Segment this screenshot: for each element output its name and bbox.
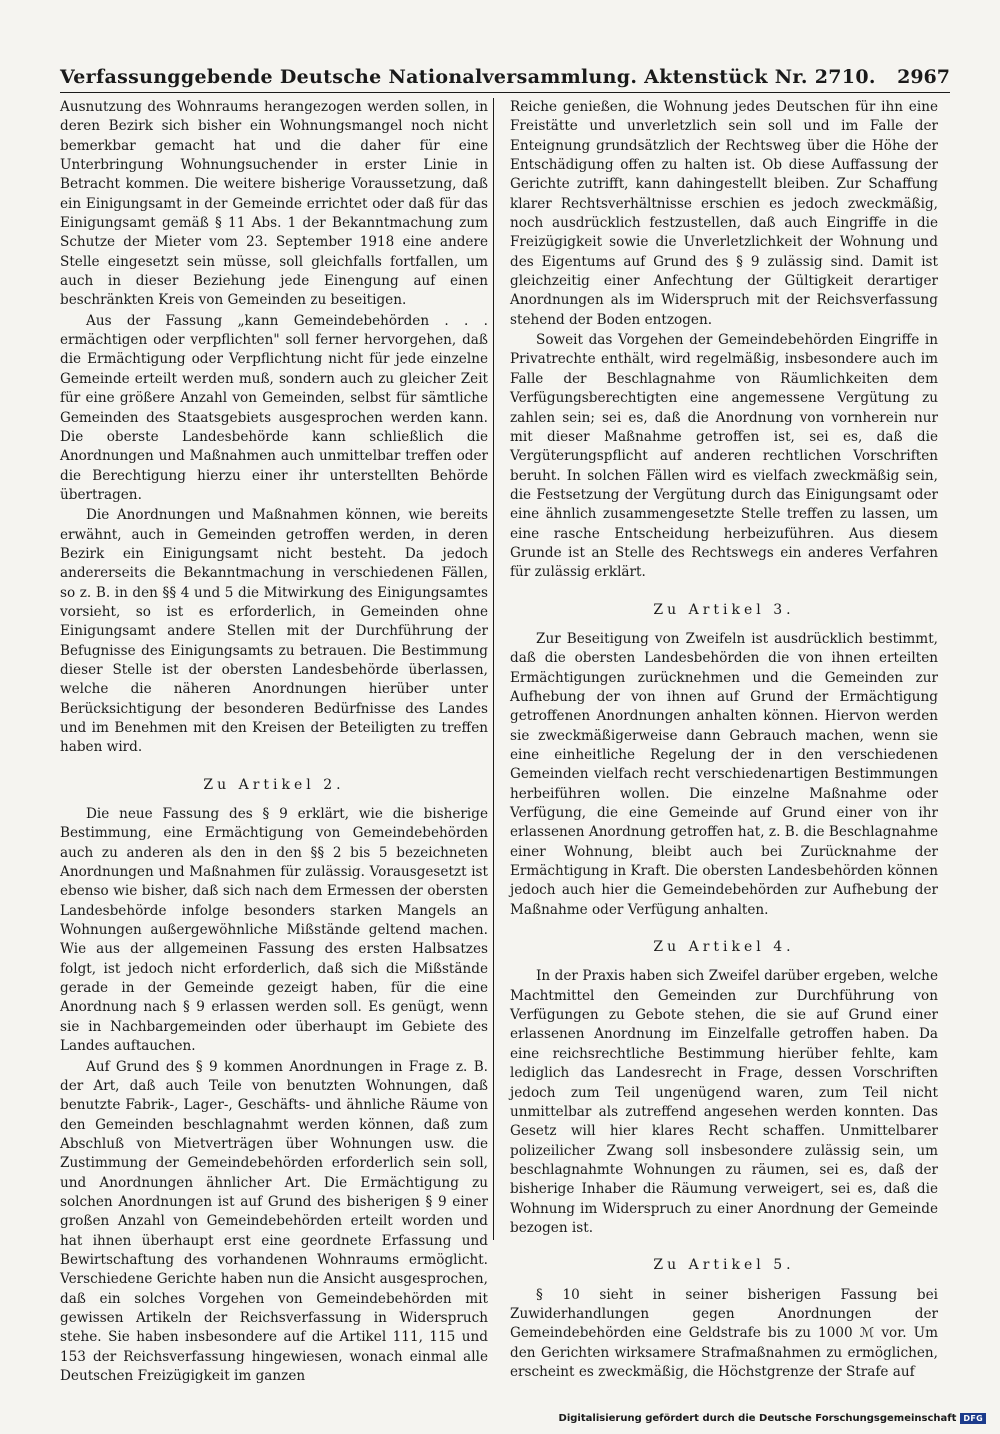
column-divider: [493, 98, 494, 1240]
right-column: [510, 98, 938, 1382]
paragraph: Die Anordnungen und Maßnahmen können, wie bereits erwähnt, auch in Gemeinden getroffen werden, in deren Bezirk ein Einigungsamt nicht besteht. Da jedoch andererseits die Bekanntmachung in verschiedenen Fällen, so z. B. in den §§ 4 und 5 die Mitwirkung des Einigungsamtes vorsieht, so ist es erforderlich, in Gemeinden ohne Einigungsamt andere Stellen mit der Durchführung der Befugnisse des Einigungsamts zu betrauen. Die Bestimmung dieser Stelle ist der obersten Landesbehörde überlassen, welche die näheren Anordnungen hierüber unter Berücksichtigung der besonderen Bedürfnisse des Landes und im Benehmen mit den Kreisen der Beteiligten zu treffen haben wird.: [60, 507, 488, 756]
section-heading: Zu Artikel 2.: [203, 776, 345, 793]
header-title: Verfassunggebende Deutsche Nationalversammlung. Aktenstück Nr. 2710.: [60, 66, 876, 88]
footer-text: Digitalisierung gefördert durch die Deutsche Forschungsgemeinschaft: [558, 1413, 957, 1424]
paragraph: Aus der Fassung „kann Gemeindebehörden . . . ermächtigen oder verpflichten" soll ferner hervorgehen, daß die Ermächtigung oder Verpflichtung nicht für jede einzelne Gemeinde erteilt werden muß, sondern auch zu gleicher Zeit für eine größere Anzahl von Gemeinden, selbst für sämtliche Gemeinden des Staatsgebiets ausgesprochen werden kann. Die oberste Landesbehörde kann schließlich die Anordnungen und Maßnahmen auch unmittelbar treffen oder die Berechtigung hierzu einer ihr unterstellten Behörde übertragen.: [60, 312, 488, 503]
page-header: [60, 54, 950, 93]
paragraph: Zur Beseitigung von Zweifeln ist ausdrücklich bestimmt, daß die obersten Landesbehörden die von ihnen erteilten Ermächtigungen zurücknehmen und die Gemeinden zur Aufhebung der von ihnen auf Grund der Ermächtigung getroffenen Anordnungen anhalten können. Hiervon werden sie zweckmäßigerweise dann Gebrauch machen, wenn sie eine einheitliche Regelung der in den verschiedenen Gemeinden vielfach recht verschiedenartigen Bestimmungen herbeiführen wollen. Die einzelne Maßnahme oder Verfügung, die eine Gemeinde auf Grund einer von ihr erlassenen Anordnung getroffen hat, z. B. die Beschlagnahme einer Wohnung, bleibt auch bei Zurücknahme der Ermächtigung in Kraft. Die obersten Landesbehörden können jedoch auch hier die Gemeindebehörden zur Aufhebung der Maßnahme oder Verfügung anhalten.: [510, 630, 938, 918]
left-column: [60, 98, 488, 1386]
paragraph: Reiche genießen, die Wohnung jedes Deutschen für ihn eine Freistätte und unverletzlich sein soll und im Falle der Enteignung grundsätzlich der Rechtsweg über die Höhe der Entschädigung offen zu halten ist. Ob diese Auffassung der Gerichte zutrifft, kann dahingestellt bleiben. Zur Schaffung klarer Rechtsverhältnisse erschien es jedoch zweckmäßig, noch ausdrücklich festzustellen, daß auch Eingriffe in die Freizügigkeit sowie die Unverletzlichkeit der Wohnung und des Eigentums auf Grund des § 9 zulässig sind. Damit ist gleichzeitig einer Anfechtung der Gültigkeit derartiger Anordnungen als im Widerspruch mit der Reichsverfassung stehend der Boden entzogen.: [510, 99, 938, 328]
paragraph: Soweit das Vorgehen der Gemeindebehörden Eingriffe in Privatrechte enthält, wird regelmäßig, insbesondere auch im Falle der Beschlagnahme von Räumlichkeiten dem Verfügungsberechtigten eine angemessene Vergütung zu zahlen sein; sei es, daß die Anordnung von vornherein nur mit dieser Maßnahme getroffen ist, sei es, daß die Vergüterungspflicht auf anderen rechtlichen Vorschriften beruht. In solchen Fällen wird es vielfach zweckmäßig sein, die Festsetzung der Vergütung durch das Einigungsamt oder eine ähnlich zusammengesetzte Stelle treffen zu lassen, um eine rasche Entscheidung herbeizuführen. Aus diesem Grunde ist an Stelle des Rechtswegs ein anderes Verfahren für zulässig erklärt.: [510, 332, 938, 581]
paragraph: Auf Grund des § 9 kommen Anordnungen in Frage z. B. der Art, daß auch Teile von benutzten Wohnungen, daß benutzte Fabrik-, Lager-, Geschäfts- und ähnliche Räume von den Gemeinden beschlagnahmt werden können, daß zum Abschluß von Mietverträgen über Wohnungen usw. die Zustimmung der Gemeindebehörden erforderlich sein soll, und Anordnungen ähnlicher Art. Die Ermächtigung zu solchen Anordnungen ist auf Grund des bisherigen § 9 einer großen Anzahl von Gemeindebehörden erteilt worden und hat ihnen überhaupt erst eine geordnete Erfassung und Bewirtschaftung des vorhandenen Wohnraums ermöglicht. Verschiedene Gerichte haben nun die Ansicht ausgesprochen, daß ein solches Vorgehen von Gemeindebehörden mit gewissen Artikeln der Reichsverfassung in Widerspruch stehe. Sie haben insbesondere auf die Artikel 111, 115 und 153 der Reichsverfassung hingewiesen, wonach einmal alle Deutschen Freizügigkeit im ganzen: [60, 1058, 488, 1384]
section-heading: Zu Artikel 5.: [653, 1257, 795, 1274]
section-heading: Zu Artikel 4.: [653, 939, 795, 956]
page-number: 2967: [897, 66, 950, 88]
footer-credit: [559, 1413, 986, 1424]
section-heading: Zu Artikel 3.: [653, 601, 795, 618]
paragraph: Ausnutzung des Wohnraums herangezogen werden sollen, in deren Bezirk sich bisher ein Wohnungsmangel noch nicht bemerkbar gemacht hat und die daher für eine Unterbringung Wohnungsuchender in erster Linie in Betracht kommen. Die weitere bisherige Voraussetzung, daß ein Einigungsamt in der Gemeinde errichtet oder daß für das Einigungsamt gemäß § 11 Abs. 1 der Bekanntmachung zum Schutze der Mieter vom 23. September 1918 eine andere Stelle eingesetzt sein müsse, soll gleichfalls fortfallen, um auch in dieser Beziehung jede Einengung auf einen beschränkten Kreis von Gemeinden zu beseitigen.: [60, 99, 488, 309]
paragraph: In der Praxis haben sich Zweifel darüber ergeben, welche Machtmittel den Gemeinden zur Durchführung von Verfügungen zu Gebote stehen, die sie auf Grund einer erlassenen Anordnung im Einzelfalle getroffen haben. Da eine reichsrechtliche Bestimmung hierüber fehlte, kam lediglich das Landesrecht in Frage, dessen Vorschriften jedoch zum Teil ungenügend waren, zum Teil nicht unmittelbar als zutreffend angesehen werden konnten. Das Gesetz will hier klares Recht schaffen. Unmittelbarer polizeilicher Zwang soll insbesondere zulässig sein, um beschlagnahmte Wohnungen zu räumen, sei es, daß der bisherige Inhaber die Räumung verweigert, sei es, daß die Wohnung im Widerspruch zu einer Anordnung der Gemeinde bezogen ist.: [510, 968, 938, 1236]
dfg-logo-icon: DFG: [960, 1413, 986, 1424]
paragraph: Die neue Fassung des § 9 erklärt, wie die bisherige Bestimmung, eine Ermächtigung von Gemeindebehörden auch zu anderen als den in den §§ 2 bis 5 bezeichneten Anordnungen und Maßnahmen für zulässig. Vorausgesetzt ist ebenso wie bisher, daß sich nach dem Ermessen der obersten Landesbehörde infolge besonders starken Mangels an Wohnungen außergewöhnliche Mißstände geltend machen. Wie aus der allgemeinen Fassung des ersten Halbsatzes folgt, ist jedoch nicht erforderlich, daß sich die Mißstände gerade in der Gemeinde gezeigt haben, für die eine Anordnung nach § 9 erlassen werden soll. Es genügt, wenn sie in Nachbargemeinden oder überhaupt im Gebiete des Landes auftauchen.: [60, 806, 488, 1055]
paragraph: § 10 sieht in seiner bisherigen Fassung bei Zuwiderhandlungen gegen Anordnungen der Gemeindebehörden eine Geldstrafe bis zu 1000 ℳ vor. Um den Gerichten wirksamere Strafmaßnahmen zu ermöglichen, erscheint es zweckmäßig, die Höchstgrenze der Strafe auf: [510, 1286, 938, 1380]
